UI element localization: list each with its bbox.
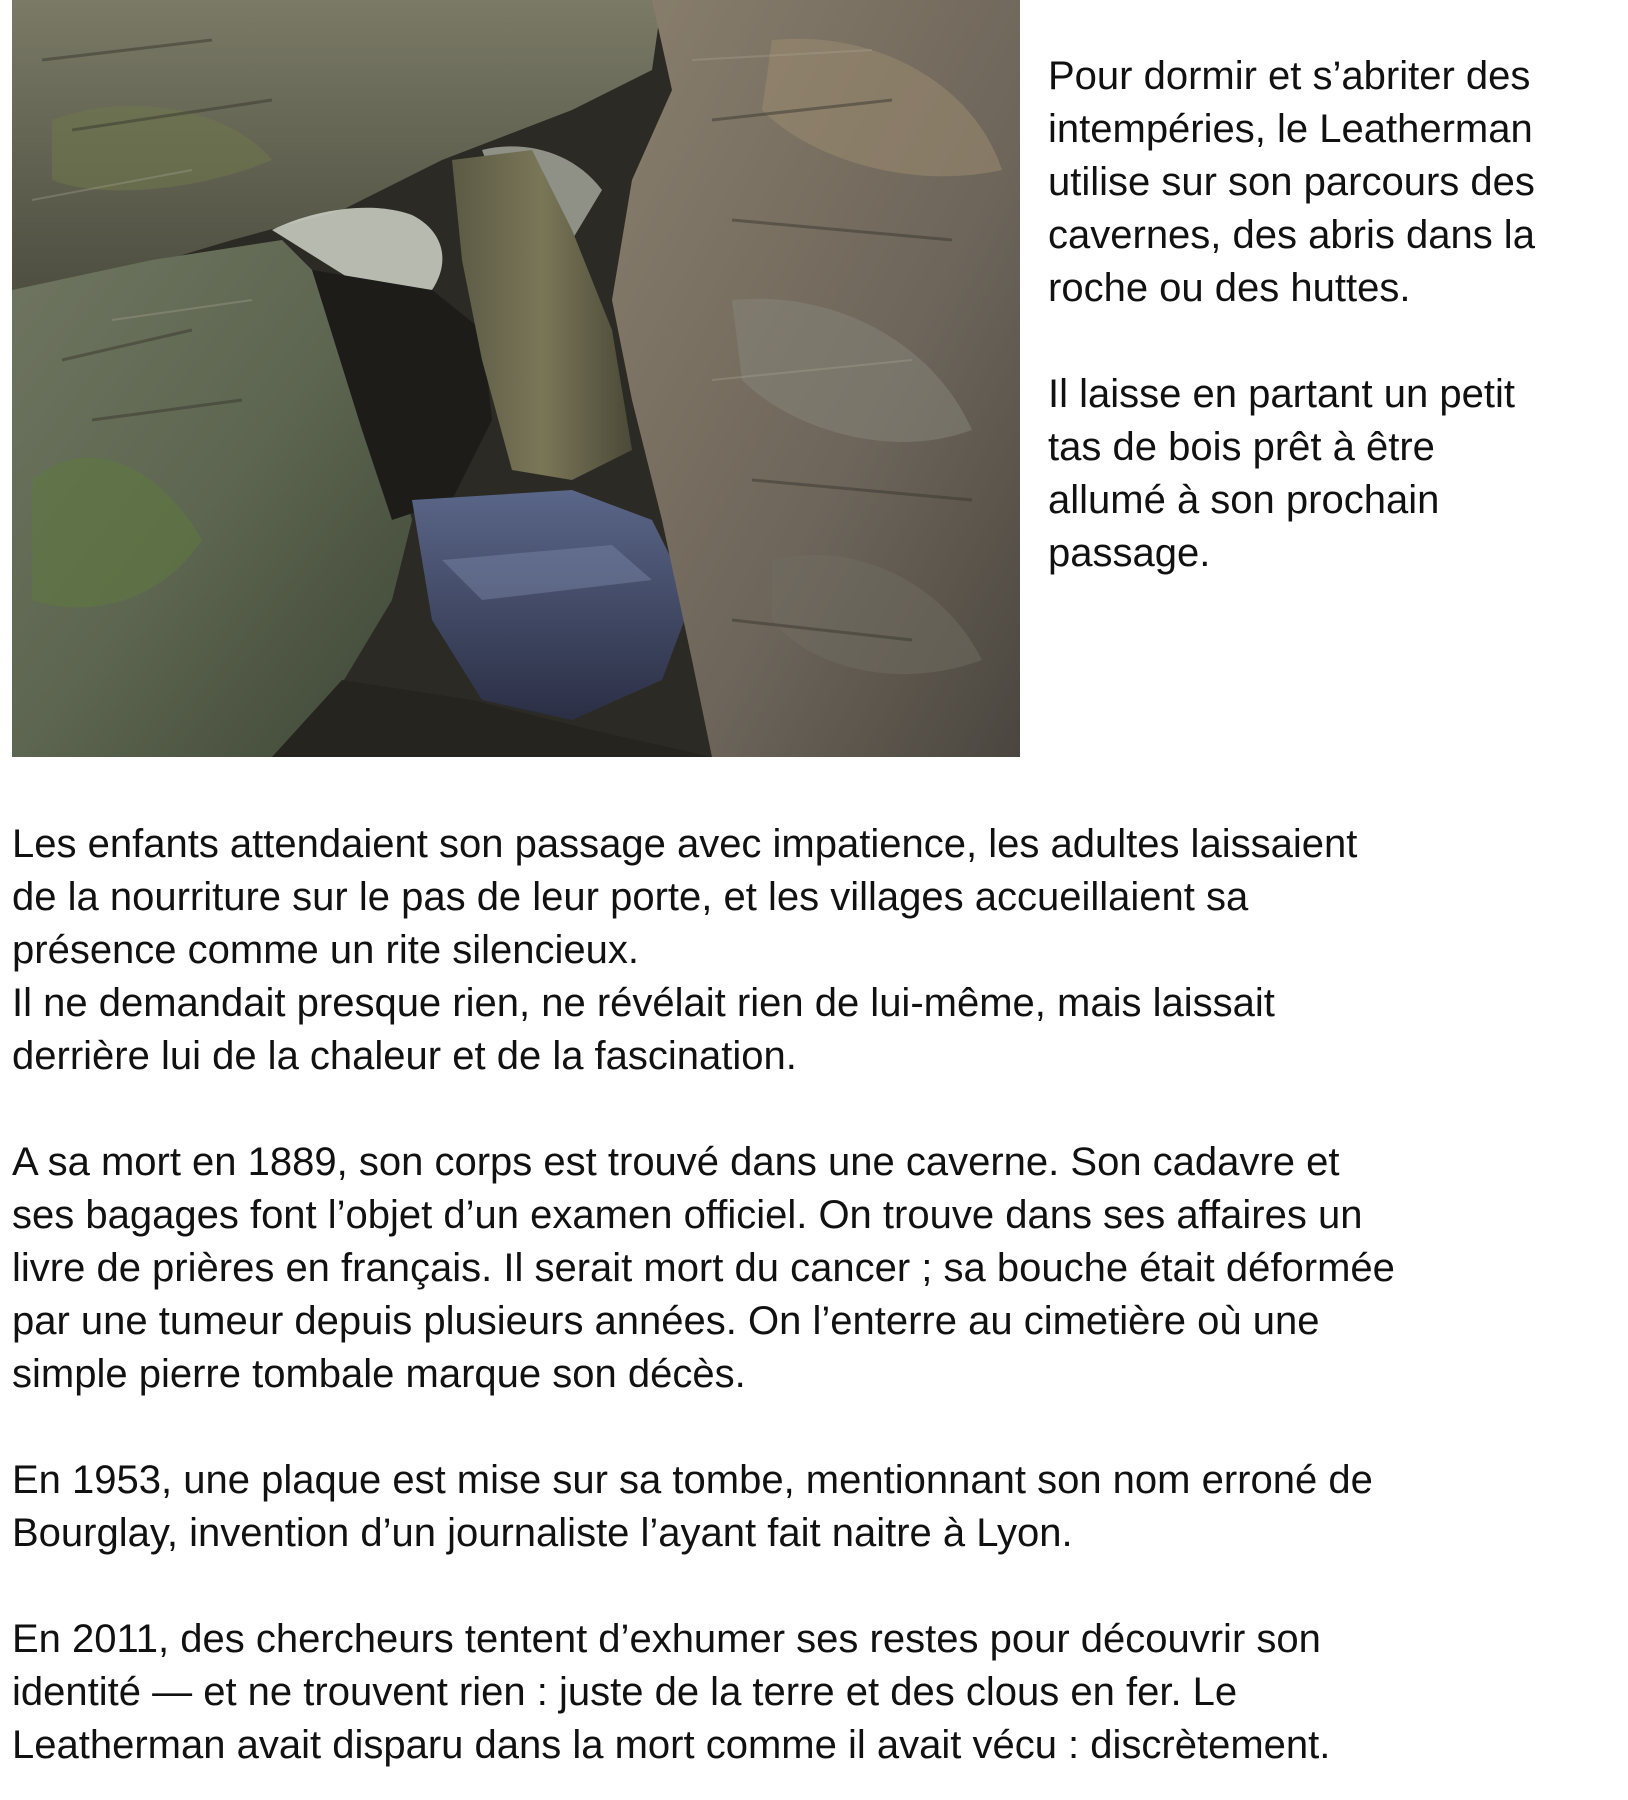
cave-photo [12,0,1020,757]
side-paragraph-firewood: Il laisse en partant un petit tas de bois prêt à être allumé à son prochain passage. [1048,372,1515,575]
side-paragraph-shelter: Pour dormir et s’abriter des intempéries, le Leatherman utilise sur son parcours des cavernes, des abris dans la roche ou des huttes. [1048,54,1535,310]
side-text [1048,50,1623,580]
paragraph-character: Il ne demandait presque rien, ne révélait rien de lui-même, mais laissait derrière lui de la chaleur et de la fascination. [12,981,1275,1078]
paragraph-plaque: En 1953, une plaque est mise sur sa tombe, mentionnant son nom erroné de Bourglay, invention d’un journaliste l’ayant fait naitre à Lyon. [12,1458,1373,1555]
paragraph-exhumation: En 2011, des chercheurs tentent d’exhumer ses restes pour découvrir son identité — et ne trouvent rien : juste de la terre et des clous en fer. Le Leatherman avait disparu dans la mort comme il avait vécu : discrètement. [12,1617,1331,1767]
main-text [12,818,1624,1772]
paragraph-death: A sa mort en 1889, son corps est trouvé dans une caverne. Son cadavre et ses bagages font l’objet d’un examen officiel. On trouve dans ses affaires un livre de prières en français. Il serait mort du cancer ; sa bouche était déformée par une tumeur depuis plusieurs années. On l’enterre au cimetière où une simple pierre tombale marque son décès. [12,1140,1395,1396]
paragraph-villagers: Les enfants attendaient son passage avec impatience, les adultes laissaient de la nourriture sur le pas de leur porte, et les villages accueillaient sa présence comme un rite silencieux. [12,822,1358,972]
